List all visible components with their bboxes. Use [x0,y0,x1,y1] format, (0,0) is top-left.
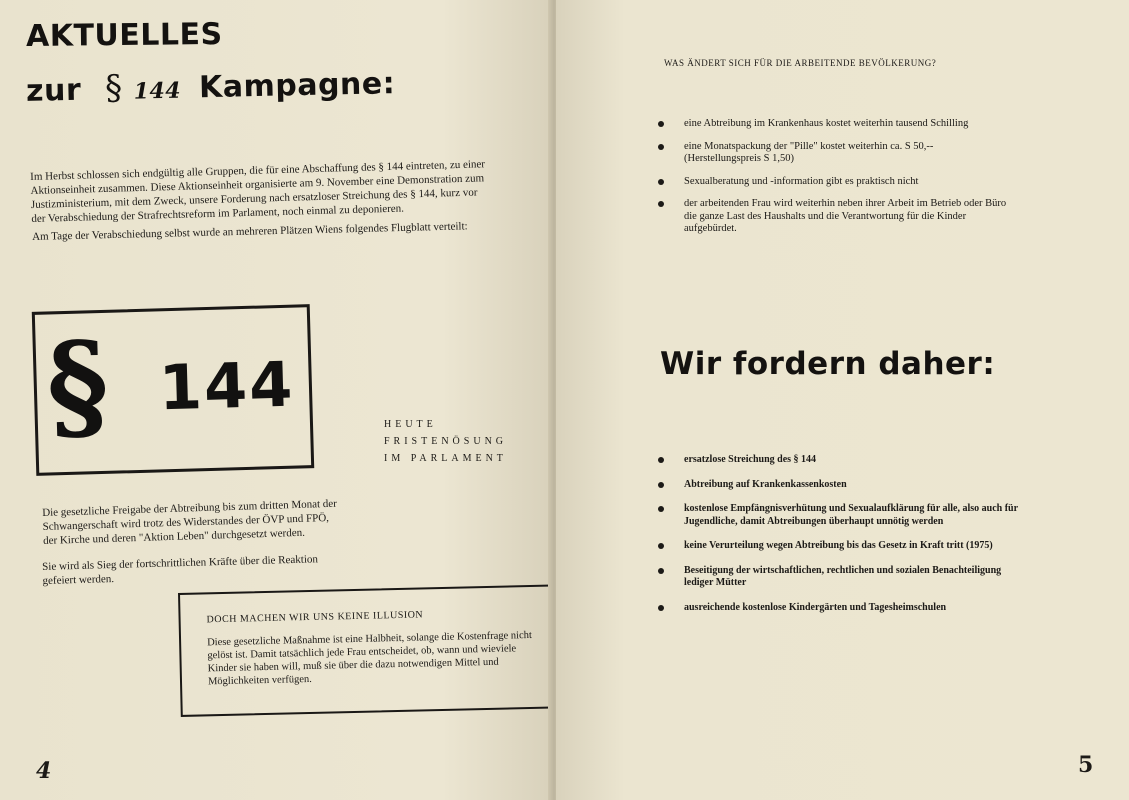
list-item-text: ausreichende kostenlose Kindergärten und Tagesheimschulen [684,601,947,613]
freigabe-paragraph: Die gesetzliche Freigabe der Abtreibung bis zum dritten Monat der Schwangerschaft wird trotz des Widerstandes der ÖVP und FPÖ, der Kirche und deren "Aktion Leben" durchgesetzt werden. [42,497,338,547]
subtitle-zur: zur [25,72,82,109]
bullet-icon [658,144,664,150]
bullet-icon [658,543,664,549]
subtitle-paragraph-sign: § [104,67,124,109]
right-page [556,0,1129,800]
bullet-icon [658,201,664,207]
bullet-icon [658,568,664,574]
bullet-icon [658,457,664,463]
bullet-icon [658,179,664,185]
bullet-icon [658,506,664,512]
demands-list [652,454,1032,626]
illusion-box-text: Diese gesetzliche Maßnahme ist eine Halbheit, solange die Kostenfrage nicht gelöst ist. Damit tatsächlich jede Frau entscheidet, ob, wann und wieviele Kinder sie haben will, muß sie über die dazu notwendigen Mittel und Möglichkeiten verfügen. [207,629,532,688]
list-item-text: der arbeitenden Frau wird weiterhin neben ihrer Arbeit im Betrieb oder Büro die ganze Last des Haushalts und die Verantwortung für die Kinder aufgebürdet. [684,198,1007,234]
list-item [652,479,1032,492]
list-item [652,118,1012,131]
list-item-text: ersatzlose Streichung des § 144 [684,454,817,465]
illusion-box [178,584,552,717]
bullet-icon [658,605,664,611]
flyer-line-heute: HEUTE [384,419,437,430]
demands-heading: Wir fordern daher: [660,346,996,382]
consequences-list [652,118,1012,246]
intro-paragraph: Im Herbst schlossen sich endgültig alle Gruppen, die für eine Abschaffung des § 144 eintreten, zu einer Aktionseinheit zusammen. Diese Aktionseinheit organisierte am 9. November eine Demonstration zum Justizministerium, mit dem Zweck, unsere Forderung nach ersatzloser Streichung des § 144, kurz vor der Verabschiedung der Strafrechtsreform im Parlament, noch einmal zu deponieren. [30,158,486,225]
list-item-text: kostenlose Empfängnisverhütung und Sexualaufklärung für alle, also auch für Jugendliche, damit Abtreibungen überhaupt unnötig werden [684,503,1018,527]
list-item [652,176,1012,189]
list-item-text: Beseitigung der wirtschaftlichen, rechtlichen und sozialen Benachteiligung lediger Mütter [684,564,1002,588]
flyer-line-fristenloesung: FRISTENÖSUNG [384,436,508,447]
flyer-intro-paragraph: Am Tage der Verabschiedung selbst wurde an mehreren Plätzen Wiens folgendes Flugblatt verteilt: [32,220,468,243]
list-item-text: eine Monatspackung der "Pille" kostet weiterhin ca. S 50,-- (Herstellungspreis S 1,50) [684,140,934,164]
list-item-text: keine Verurteilung wegen Abtreibung bis das Gesetz in Kraft tritt (1975) [684,540,993,551]
list-item-text: Sexualberatung und -information gibt es praktisch nicht [684,175,919,187]
page-title: AKTUELLES [25,16,223,55]
list-item-text: Abtreibung auf Krankenkassenkosten [684,478,847,490]
flyer-box [32,304,314,476]
page-number-right: 5 [1078,752,1094,778]
sieg-paragraph: Sie wird als Sieg der fortschrittlichen Kräfte über die Reaktion gefeiert werden. [42,553,319,587]
page-number-left: 4 [36,758,52,784]
list-item [652,503,1032,528]
page-subtitle [26,62,396,110]
list-item [652,540,1032,553]
list-item [652,454,1032,467]
flyer-paragraph-sign: § [44,314,111,456]
bullet-icon [658,121,664,127]
subtitle-kampagne: Kampagne: [198,66,396,106]
question-heading: WAS ÄNDERT SICH FÜR DIE ARBEITENDE BEVÖLKERUNG? [664,58,937,68]
list-item [652,602,1032,615]
flyer-line-parlament: IM PARLAMENT [384,453,507,464]
list-item-text: eine Abtreibung im Krankenhaus kostet weiterhin tausend Schilling [684,118,969,129]
list-item [652,198,1012,236]
illusion-box-title: DOCH MACHEN WIR UNS KEINE ILLUSION [206,609,424,626]
left-page [0,0,552,800]
bullet-icon [658,482,664,488]
flyer-number: 144 [157,347,296,425]
list-item [652,141,1012,166]
list-item [652,565,1032,590]
subtitle-number: 144 [133,77,182,105]
